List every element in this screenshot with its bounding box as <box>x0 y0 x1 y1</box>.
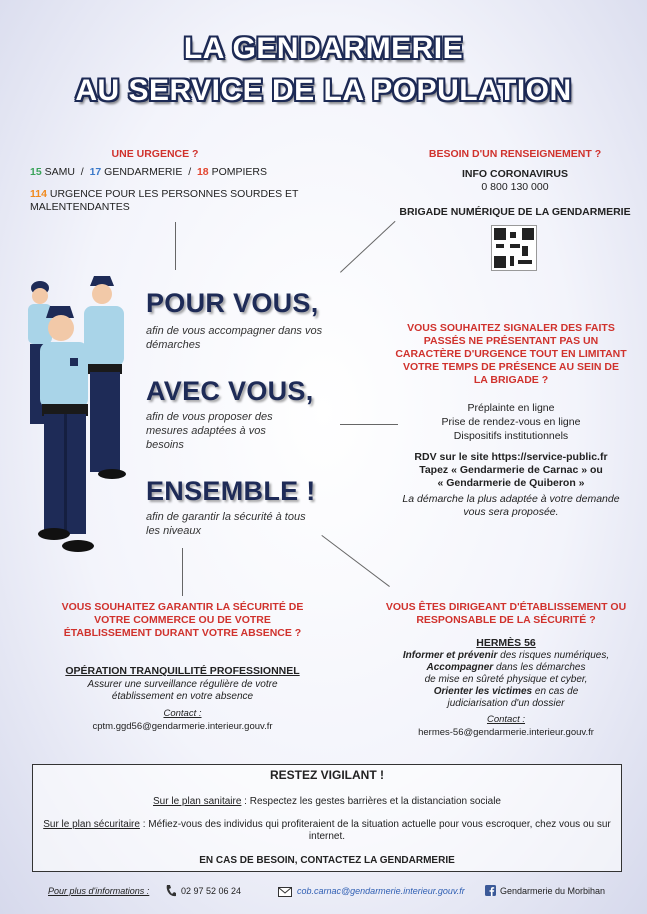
sep: / <box>188 166 192 178</box>
commerce-email[interactable]: cptm.ggd56@gendarmerie.interieur.gouv.fr <box>92 721 273 732</box>
title-line-1: LA GENDARMERIE <box>183 32 464 65</box>
num-114: 114 <box>30 188 47 200</box>
vigilant-footer: EN CAS DE BESOIN, CONTACTEZ LA GENDARMERIE <box>199 855 455 866</box>
vigilant-box <box>32 764 622 872</box>
hermes-56: HERMÈS 56 <box>476 637 536 649</box>
sep: / <box>80 166 84 178</box>
dirigeant-heading: VOUS ÊTES DIRIGEANT D'ÉTABLISSEMENT OU RESPONSABLE DE LA SÉCURITÉ ? <box>385 601 627 626</box>
info-coronavirus: INFO CORONAVIRUS <box>462 168 568 180</box>
commerce-desc: Assurer une surveillance régulière de votre établissement en votre absence <box>87 679 278 702</box>
l1a: Informer et prévenir <box>402 650 498 661</box>
gendarmes-illustration <box>14 268 144 563</box>
label-gendarmerie: GENDARMERIE <box>104 166 183 178</box>
rdv-line-2: Tapez « Gendarmerie de Carnac » ou <box>419 464 603 476</box>
dirigeant-contact-label: Contact : <box>486 714 526 725</box>
commerce-contact-label: Contact : <box>163 708 202 719</box>
facebook-icon <box>485 885 496 896</box>
ensemble-title: ENSEMBLE ! <box>146 476 316 506</box>
vigilant-sanitaire <box>33 796 621 807</box>
urgence-114 <box>30 188 330 214</box>
title-line-2: AU SERVICE DE LA POPULATION <box>75 74 572 107</box>
ensemble-sub: afin de garantir la sécurité à tous les niveaux <box>146 511 306 537</box>
connector-line <box>340 424 398 425</box>
sec-text: : Méfiez-vous des individus qui profiteraient de la situation actuelle pour vous escroquer, chez vous ou sur internet. <box>139 819 611 842</box>
operation-tranquillite: OPÉRATION TRANQUILLITÉ PROFESSIONNEL <box>65 665 300 677</box>
signaler-item: Prise de rendez-vous en ligne <box>441 416 581 428</box>
info-phone: 0 800 130 000 <box>481 181 549 193</box>
brigade-numerique: BRIGADE NUMÉRIQUE DE LA GENDARMERIE <box>399 206 631 218</box>
qr-code-icon[interactable] <box>491 225 537 271</box>
mail-icon <box>278 887 292 897</box>
l2b: dans les démarches <box>493 662 586 673</box>
label-samu: SAMU <box>44 166 75 178</box>
connector-line <box>175 222 176 270</box>
san-text: : Respectez les gestes barrières et la distanciation sociale <box>241 796 501 807</box>
l3: de mise en sûreté physique et cyber, <box>424 674 588 685</box>
vigilant-heading: RESTEZ VIGILANT ! <box>270 768 384 782</box>
connector-line <box>321 535 389 587</box>
dirigeant-email[interactable]: hermes-56@gendarmerie.interieur.gouv.fr <box>418 727 594 738</box>
signaler-heading: VOUS SOUHAITEZ SIGNALER DES FAITS PASSÉS NE PRÉSENTANT PAS UN CARACTÈRE D'URGENCE TOUT EN LIMITANT VOTRE TEMPS DE PRÉSENCE AU SEIN DE LA BRIGADE ? <box>395 322 627 386</box>
urgence-numbers <box>30 166 330 179</box>
san-label: Sur le plan sanitaire <box>153 796 242 807</box>
connector-line <box>182 548 183 596</box>
pour-vous-title: POUR VOUS, <box>146 288 319 318</box>
l4b: en cas de <box>532 686 579 697</box>
label-pompiers: POMPIERS <box>211 166 268 178</box>
urgence-heading: UNE URGENCE ? <box>111 148 199 160</box>
connector-line <box>340 221 396 273</box>
footer-email[interactable]: cob.carnac@gendarmerie.interieur.gouv.fr <box>297 886 465 896</box>
num-17: 17 <box>89 166 102 178</box>
l2a: Accompagner <box>426 662 494 673</box>
avec-vous-title: AVEC VOUS, <box>146 376 314 406</box>
label-114: URGENCE POUR LES PERSONNES SOURDES ET MALENTENDANTES <box>30 188 299 213</box>
phone-icon <box>165 884 177 898</box>
signaler-note: La démarche la plus adaptée à votre demande vous sera proposée. <box>402 493 620 518</box>
l1b: des risques numériques, <box>497 650 610 661</box>
commerce-heading: VOUS SOUHAITEZ GARANTIR LA SÉCURITÉ DE VOTRE COMMERCE OU DE VOTRE ÉTABLISSEMENT DURANT VOTRE ABSENCE ? <box>61 601 304 639</box>
signaler-item: Préplainte en ligne <box>467 402 555 414</box>
pour-vous-sub: afin de vous accompagner dans vos démarches <box>146 325 323 351</box>
l4a: Orienter les victimes <box>433 686 533 697</box>
sec-label: Sur le plan sécuritaire <box>43 819 140 830</box>
num-15: 15 <box>30 166 42 178</box>
renseignement-heading: BESOIN D'UN RENSEIGNEMENT ? <box>428 148 602 160</box>
signaler-item: Dispositifs institutionnels <box>453 430 569 442</box>
avec-vous-sub: afin de vous proposer des mesures adaptées à vos besoins <box>146 411 273 451</box>
l5: judiciarisation d'un dossier <box>447 698 565 709</box>
dirigeant-desc <box>375 650 637 710</box>
footer-phone[interactable]: 02 97 52 06 24 <box>181 886 242 896</box>
rdv-line-3: « Gendarmerie de Quiberon » <box>437 477 585 489</box>
num-18: 18 <box>196 166 209 178</box>
footer-more: Pour plus d'informations : <box>48 886 150 896</box>
rdv-line-1: RDV sur le site https://service-public.fr <box>414 451 608 463</box>
footer-facebook[interactable]: Gendarmerie du Morbihan <box>500 886 606 896</box>
vigilant-securitaire <box>33 819 621 843</box>
